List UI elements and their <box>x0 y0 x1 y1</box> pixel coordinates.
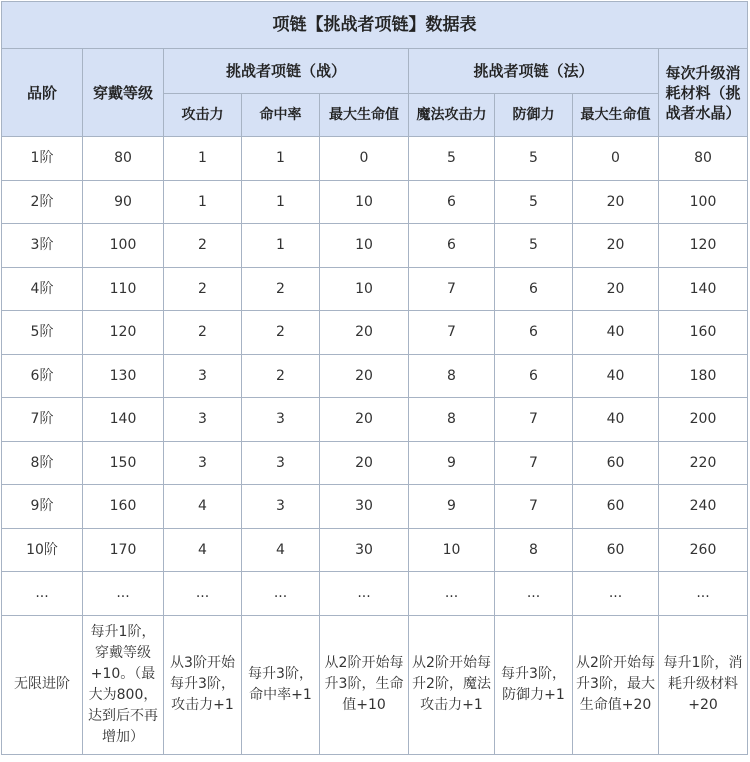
cell-war-max-hp: 30 <box>320 485 409 529</box>
cell-war-max-hp: 30 <box>320 528 409 572</box>
cell-war-attack: 4 <box>164 485 242 529</box>
header-war-hit-rate: 命中率 <box>242 94 320 137</box>
cell-war-attack: 2 <box>164 311 242 355</box>
cell-war-attack: 3 <box>164 441 242 485</box>
cell-wear-level: 120 <box>83 311 164 355</box>
cell-infinite-war-attack: 从3阶开始每升3阶，攻击力+1 <box>164 615 242 754</box>
cell-magic-attack: 5 <box>409 137 495 181</box>
header-war-necklace: 挑战者项链（战） <box>164 49 409 94</box>
cell-magic-max-hp: 40 <box>573 354 659 398</box>
cell-magic-attack: 6 <box>409 180 495 224</box>
header-wear-level: 穿戴等级 <box>83 49 164 137</box>
cell-grade: 2阶 <box>2 180 83 224</box>
cell-infinite-war-hit-rate: 每升3阶，命中率+1 <box>242 615 320 754</box>
table-row <box>2 354 748 398</box>
cell-infinite-magic-attack: 从2阶开始每升2阶，魔法攻击力+1 <box>409 615 495 754</box>
table-row <box>2 311 748 355</box>
cell-magic-defense: 6 <box>495 354 573 398</box>
cell-magic-max-hp: 20 <box>573 267 659 311</box>
cell-wear-level: ... <box>83 572 164 616</box>
cell-magic-defense: ... <box>495 572 573 616</box>
cell-war-hit-rate: 3 <box>242 485 320 529</box>
cell-magic-attack: 9 <box>409 485 495 529</box>
cell-war-max-hp: 0 <box>320 137 409 181</box>
table-row <box>2 224 748 268</box>
cell-war-max-hp: 20 <box>320 398 409 442</box>
table-title: 项链【挑战者项链】数据表 <box>2 2 748 49</box>
cell-wear-level: 140 <box>83 398 164 442</box>
cell-infinite-grade: 无限进阶 <box>2 615 83 754</box>
table-row <box>2 137 748 181</box>
header-war-attack: 攻击力 <box>164 94 242 137</box>
cell-war-max-hp: 10 <box>320 267 409 311</box>
cell-upgrade-cost: 80 <box>659 137 748 181</box>
cell-upgrade-cost: 140 <box>659 267 748 311</box>
cell-magic-attack: 9 <box>409 441 495 485</box>
cell-grade: 10阶 <box>2 528 83 572</box>
cell-war-hit-rate: ... <box>242 572 320 616</box>
header-magic-necklace: 挑战者项链（法） <box>409 49 659 94</box>
cell-grade: 3阶 <box>2 224 83 268</box>
cell-war-hit-rate: 4 <box>242 528 320 572</box>
header-magic-attack: 魔法攻击力 <box>409 94 495 137</box>
header-war-max-hp: 最大生命值 <box>320 94 409 137</box>
cell-war-hit-rate: 1 <box>242 180 320 224</box>
cell-upgrade-cost: 120 <box>659 224 748 268</box>
cell-war-hit-rate: 2 <box>242 354 320 398</box>
cell-grade: 8阶 <box>2 441 83 485</box>
table-row <box>2 485 748 529</box>
cell-infinite-upgrade-cost: 每升1阶，消耗升级材料+20 <box>659 615 748 754</box>
cell-war-max-hp: ... <box>320 572 409 616</box>
cell-infinite-wear-level: 每升1阶，穿戴等级+10。（最大为800，达到后不再增加） <box>83 615 164 754</box>
cell-war-hit-rate: 2 <box>242 311 320 355</box>
table-row <box>2 267 748 311</box>
cell-magic-defense: 8 <box>495 528 573 572</box>
cell-magic-defense: 6 <box>495 267 573 311</box>
cell-war-hit-rate: 1 <box>242 137 320 181</box>
cell-magic-max-hp: 40 <box>573 311 659 355</box>
cell-wear-level: 100 <box>83 224 164 268</box>
necklace-data-table <box>1 1 748 755</box>
cell-upgrade-cost: 200 <box>659 398 748 442</box>
cell-wear-level: 90 <box>83 180 164 224</box>
table-row <box>2 528 748 572</box>
cell-war-max-hp: 10 <box>320 180 409 224</box>
cell-wear-level: 130 <box>83 354 164 398</box>
cell-magic-attack: 6 <box>409 224 495 268</box>
cell-infinite-magic-max-hp: 从2阶开始每升3阶，最大生命值+20 <box>573 615 659 754</box>
cell-war-attack: 2 <box>164 224 242 268</box>
cell-grade: 1阶 <box>2 137 83 181</box>
table-row-infinite <box>2 615 748 754</box>
cell-magic-max-hp: 60 <box>573 528 659 572</box>
header-magic-max-hp: 最大生命值 <box>573 94 659 137</box>
cell-magic-attack: 8 <box>409 354 495 398</box>
cell-magic-defense: 7 <box>495 398 573 442</box>
header-magic-defense: 防御力 <box>495 94 573 137</box>
cell-magic-max-hp: 60 <box>573 485 659 529</box>
cell-war-max-hp: 20 <box>320 441 409 485</box>
cell-infinite-war-max-hp: 从2阶开始每升3阶，生命值+10 <box>320 615 409 754</box>
cell-war-hit-rate: 1 <box>242 224 320 268</box>
cell-magic-defense: 5 <box>495 137 573 181</box>
cell-wear-level: 110 <box>83 267 164 311</box>
cell-war-attack: 1 <box>164 180 242 224</box>
cell-war-attack: 4 <box>164 528 242 572</box>
cell-magic-max-hp: 20 <box>573 224 659 268</box>
cell-war-attack: 3 <box>164 398 242 442</box>
cell-grade: 4阶 <box>2 267 83 311</box>
cell-upgrade-cost: ... <box>659 572 748 616</box>
cell-war-hit-rate: 3 <box>242 398 320 442</box>
cell-war-max-hp: 10 <box>320 224 409 268</box>
cell-war-attack: ... <box>164 572 242 616</box>
cell-wear-level: 150 <box>83 441 164 485</box>
cell-grade: ... <box>2 572 83 616</box>
cell-upgrade-cost: 240 <box>659 485 748 529</box>
cell-grade: 5阶 <box>2 311 83 355</box>
cell-magic-attack: 7 <box>409 267 495 311</box>
cell-grade: 6阶 <box>2 354 83 398</box>
cell-magic-defense: 7 <box>495 485 573 529</box>
cell-upgrade-cost: 180 <box>659 354 748 398</box>
data-table-container <box>1 1 748 759</box>
cell-magic-defense: 7 <box>495 441 573 485</box>
cell-war-max-hp: 20 <box>320 354 409 398</box>
table-row <box>2 572 748 616</box>
header-upgrade-cost: 每次升级消耗材料（挑战者水晶） <box>659 49 748 137</box>
cell-magic-defense: 5 <box>495 224 573 268</box>
cell-magic-defense: 5 <box>495 180 573 224</box>
header-grade: 品阶 <box>2 49 83 137</box>
cell-magic-max-hp: 20 <box>573 180 659 224</box>
cell-upgrade-cost: 260 <box>659 528 748 572</box>
cell-magic-max-hp: ... <box>573 572 659 616</box>
cell-grade: 7阶 <box>2 398 83 442</box>
table-row <box>2 398 748 442</box>
table-row <box>2 180 748 224</box>
cell-upgrade-cost: 220 <box>659 441 748 485</box>
table-row <box>2 441 748 485</box>
cell-wear-level: 160 <box>83 485 164 529</box>
cell-magic-max-hp: 60 <box>573 441 659 485</box>
cell-magic-max-hp: 40 <box>573 398 659 442</box>
cell-war-attack: 1 <box>164 137 242 181</box>
cell-magic-attack: 8 <box>409 398 495 442</box>
cell-magic-attack: 7 <box>409 311 495 355</box>
cell-wear-level: 170 <box>83 528 164 572</box>
cell-wear-level: 80 <box>83 137 164 181</box>
cell-war-attack: 2 <box>164 267 242 311</box>
cell-war-hit-rate: 2 <box>242 267 320 311</box>
cell-war-hit-rate: 3 <box>242 441 320 485</box>
cell-upgrade-cost: 100 <box>659 180 748 224</box>
cell-magic-max-hp: 0 <box>573 137 659 181</box>
cell-war-attack: 3 <box>164 354 242 398</box>
cell-magic-defense: 6 <box>495 311 573 355</box>
cell-grade: 9阶 <box>2 485 83 529</box>
cell-magic-attack: 10 <box>409 528 495 572</box>
cell-upgrade-cost: 160 <box>659 311 748 355</box>
cell-war-max-hp: 20 <box>320 311 409 355</box>
cell-magic-attack: ... <box>409 572 495 616</box>
cell-infinite-magic-defense: 每升3阶，防御力+1 <box>495 615 573 754</box>
